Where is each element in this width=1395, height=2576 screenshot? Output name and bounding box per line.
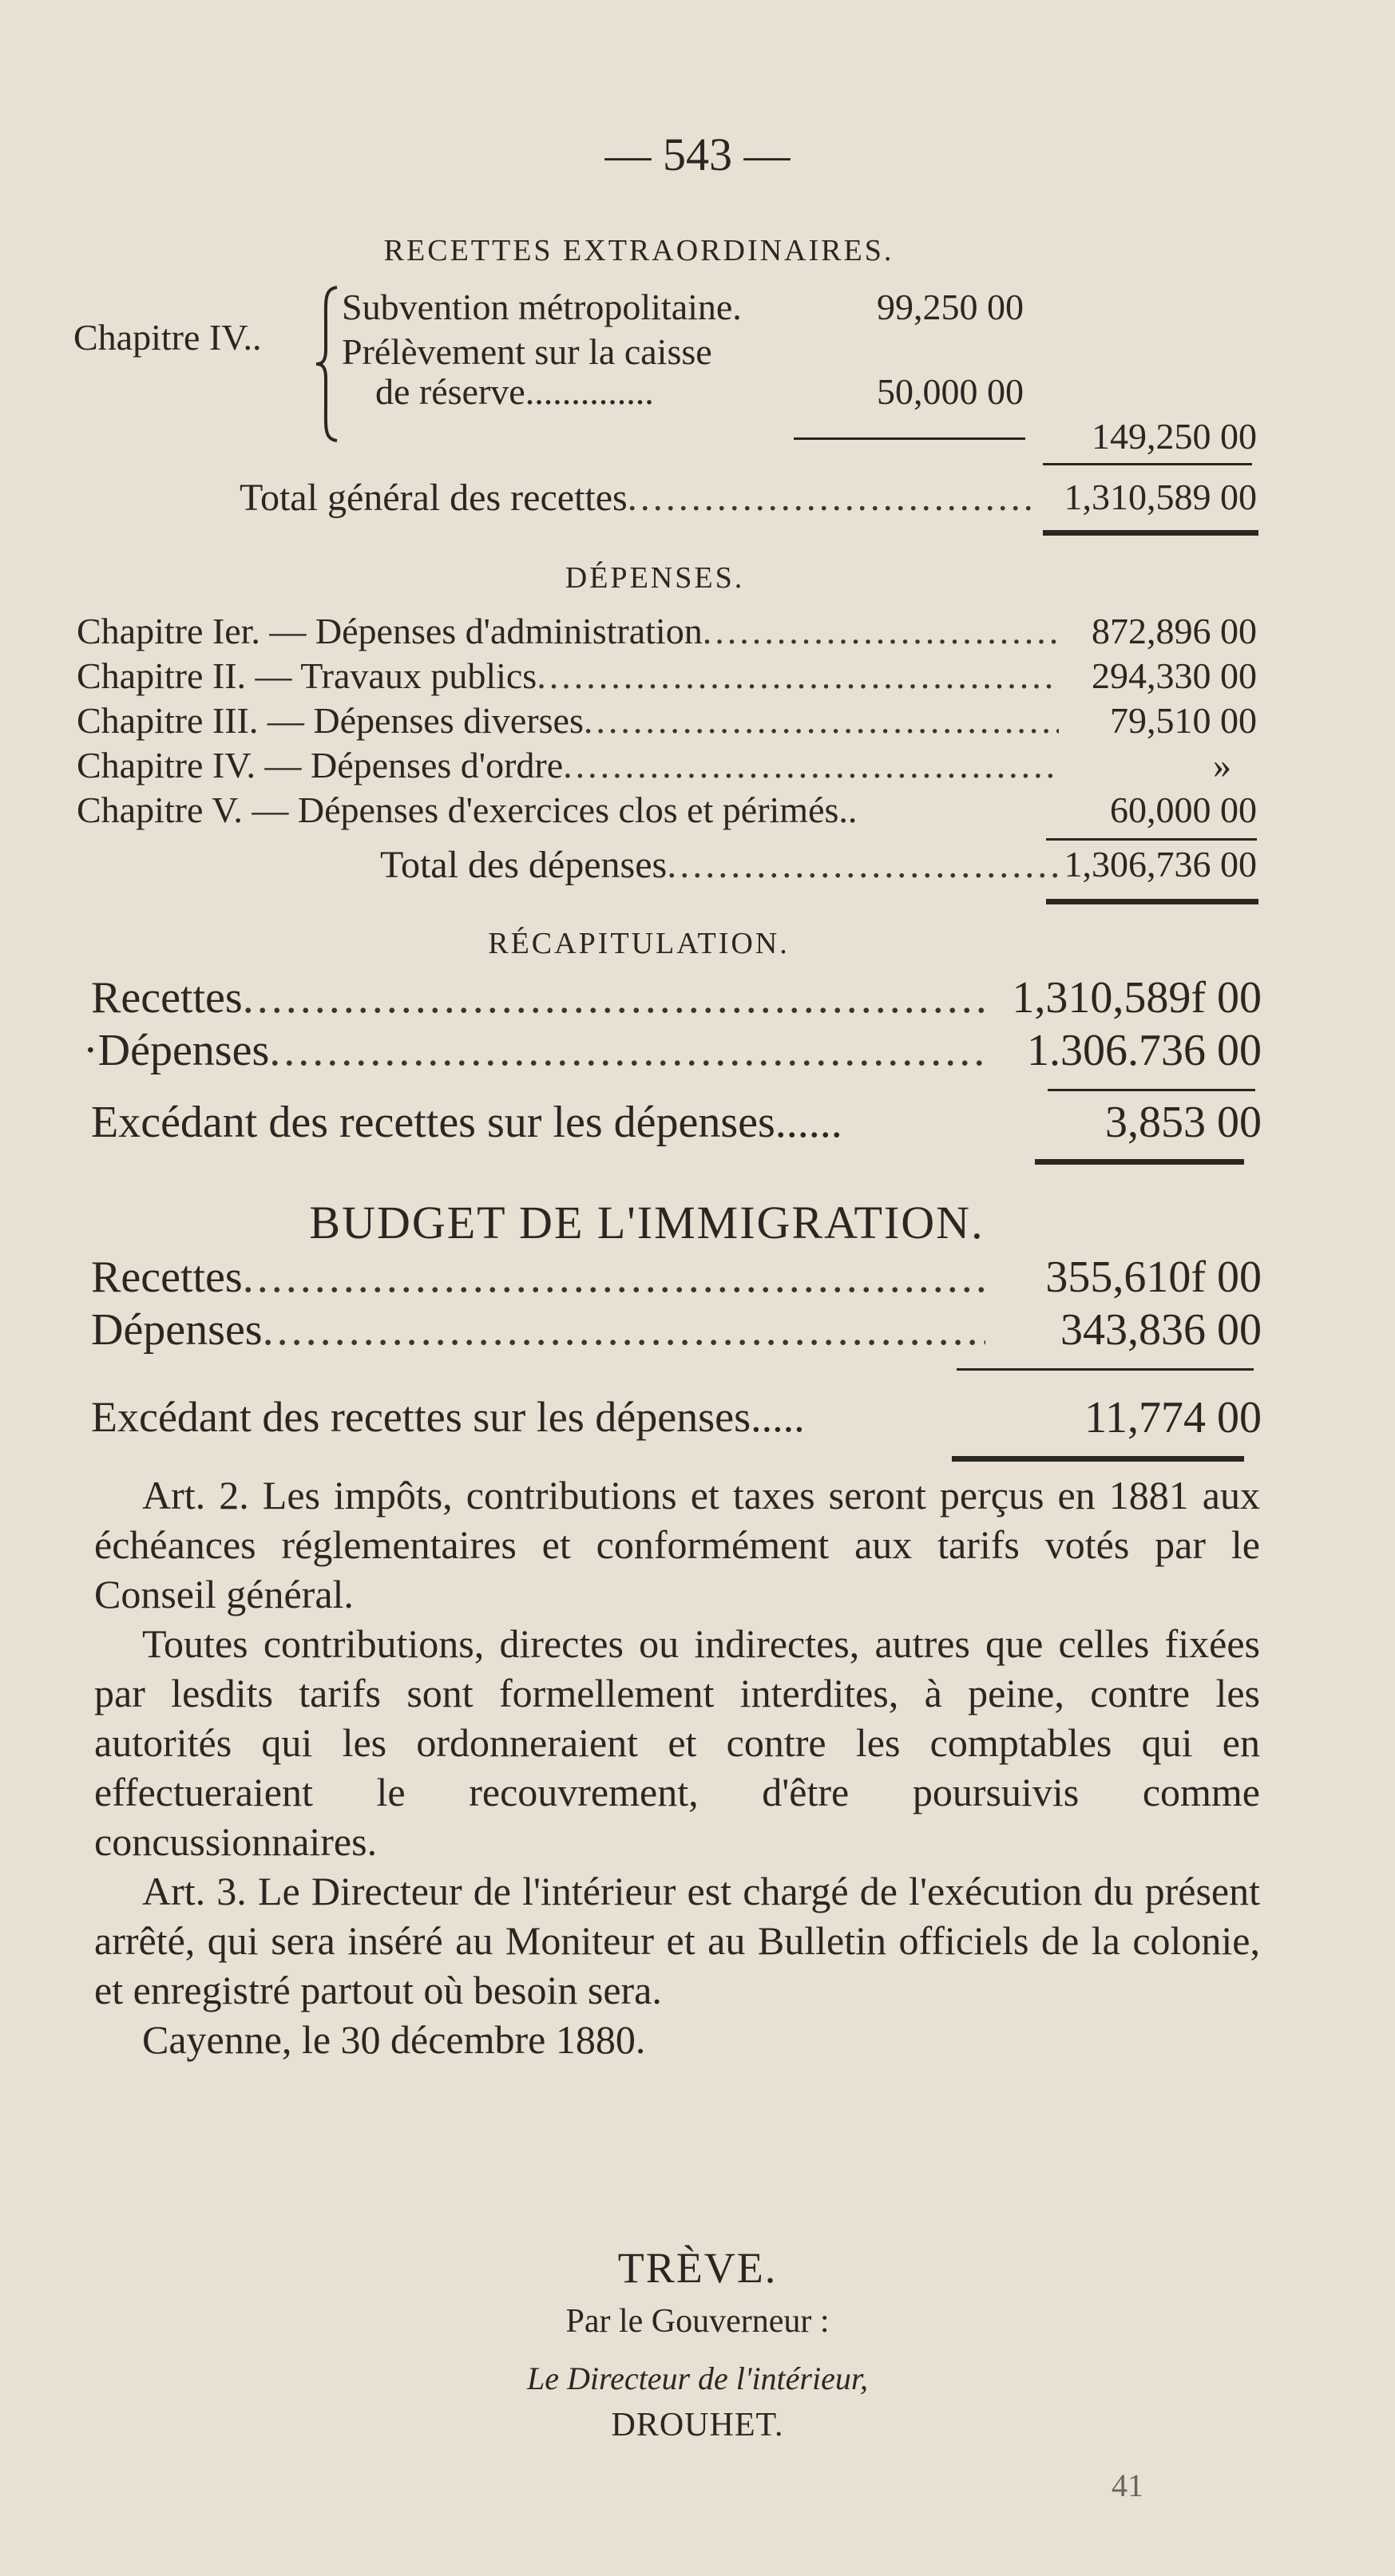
signature-name-2: DROUHET. [611,2407,784,2443]
dot-leader [584,699,1059,742]
depense-row-label: Chapitre V. — Dépenses d'exercices clos et périmés.. [77,789,858,830]
recap-depenses-amount: 1.306.736 00 [1027,1026,1262,1075]
chapter-label: Chapitre IV.. [73,317,262,358]
depense-row-label: Chapitre III. — Dépenses diverses [77,700,584,741]
rule-line [957,1368,1254,1371]
recap-depenses-line [83,1025,985,1076]
recap-depenses-label: ·Dépenses [83,1026,270,1075]
recettes-extra-row-label: Subvention métropolitaine. [342,287,742,327]
depenses-heading: DÉPENSES. [565,561,745,595]
rule-line [1043,463,1252,465]
dot-leader [243,1252,985,1303]
recettes-extra-row-amount: 50,000 00 [877,371,1024,412]
article-2: Art. 2. Les impôts, contributions et taxes seront perçus en 1881 aux échéances réglementaires et conformément aux tarifs votés par le Conseil général. [94,1473,1260,1616]
immigration-depenses-label: Dépenses [91,1305,263,1355]
depense-row [77,699,1059,742]
recettes-extra-heading: RECETTES EXTRAORDINAIRES. [383,234,894,267]
immigration-heading: BUDGET DE L'IMMIGRATION. [309,1197,985,1248]
depense-row-amount: 79,510 00 [1110,700,1257,741]
immigration-depenses-amount: 343,836 00 [1060,1305,1262,1355]
recettes-extra-row-amount: 99,250 00 [877,287,1024,327]
recap-recettes-line [91,972,985,1023]
article-text [94,1470,1260,2064]
recap-recettes-label: Recettes [91,973,243,1023]
recapitulation-heading: RÉCAPITULATION. [488,927,790,960]
dot-leader [667,843,1059,887]
depense-row-label: Chapitre II. — Travaux publics [77,655,537,696]
page-number: — 543 — [604,129,791,180]
recettes-extra-subtotal: 149,250 00 [1092,416,1257,457]
dot-leader [537,655,1059,697]
recettes-extra-row-label: Prélèvement sur la caisse [342,331,712,372]
signature-par: Par le Gouverneur : [565,2303,830,2340]
depense-row-amount: 294,330 00 [1092,655,1257,696]
recap-excedant-amount: 3,853 00 [1105,1098,1262,1147]
recap-excedant-label: Excédant des recettes sur les dépenses...... [91,1098,842,1147]
place-date: Cayenne, le 30 décembre 1880. [142,2017,646,2062]
rule-line [1046,899,1258,904]
article-2-continued: Toutes contributions, directes ou indirectes, autres que celles fixées par lesdits tarifs sont formellement interdites, à peine, contre les autorités qui les ordonneraient et contre les comptables qui en effectueraient le recouvrement, d'être poursuivis comme concussionnaires. [94,1621,1260,1864]
immigration-recettes-label: Recettes [91,1252,243,1302]
depense-row-amount: » [1213,745,1231,785]
article-3: Art. 3. Le Directeur de l'intérieur est chargé de l'exécution du présent arrêté, qui sera inséré au Moniteur et au Bulletin officiels de la colonie, et enregistré partout où besoin sera. [94,1869,1260,2012]
rule-line [1048,1089,1255,1091]
immigration-excedant-label: Excédant des recettes sur les dépenses..... [91,1393,805,1441]
depense-row [77,610,1059,652]
total-recettes-label: Total général des recettes [240,477,628,519]
rule-line [794,437,1025,440]
depense-row-label: Chapitre IV. — Dépenses d'ordre [77,745,564,785]
signature-mark: 41 [1112,2467,1143,2503]
signature-name: TRÈVE. [617,2244,778,2292]
rule-line [1043,530,1258,536]
depense-row [77,655,1059,697]
dot-leader [243,972,985,1023]
total-depenses-label: Total des dépenses [380,844,668,886]
rule-line [1035,1159,1244,1165]
immigration-recettes-amount: 355,610f 00 [1045,1252,1262,1302]
dot-leader [263,1304,985,1355]
dot-leader [628,476,1038,520]
immigration-recettes-line [91,1252,985,1303]
dot-leader [269,1025,985,1076]
depense-row-amount: 872,896 00 [1092,611,1257,651]
brace-icon [313,284,345,444]
total-recettes-line [240,476,1038,520]
immigration-excedant-amount: 11,774 00 [1084,1393,1262,1442]
total-depenses-line [380,843,1059,887]
total-recettes-amount: 1,310,589 00 [1064,477,1257,517]
recettes-extra-row-label: de réserve.............. [375,371,654,412]
dot-leader [563,744,1059,786]
depense-row [77,744,1059,786]
rule-line [952,1456,1244,1462]
rule-line [1046,838,1257,841]
depense-row-amount: 60,000 00 [1110,789,1257,830]
immigration-depenses-line [91,1304,985,1355]
signature-title: Le Directeur de l'intérieur, [527,2360,868,2396]
total-depenses-amount: 1,306,736 00 [1064,844,1257,884]
depense-row-label: Chapitre Ier. — Dépenses d'administration [77,611,703,651]
recap-recettes-amount: 1,310,589f 00 [1012,973,1262,1023]
